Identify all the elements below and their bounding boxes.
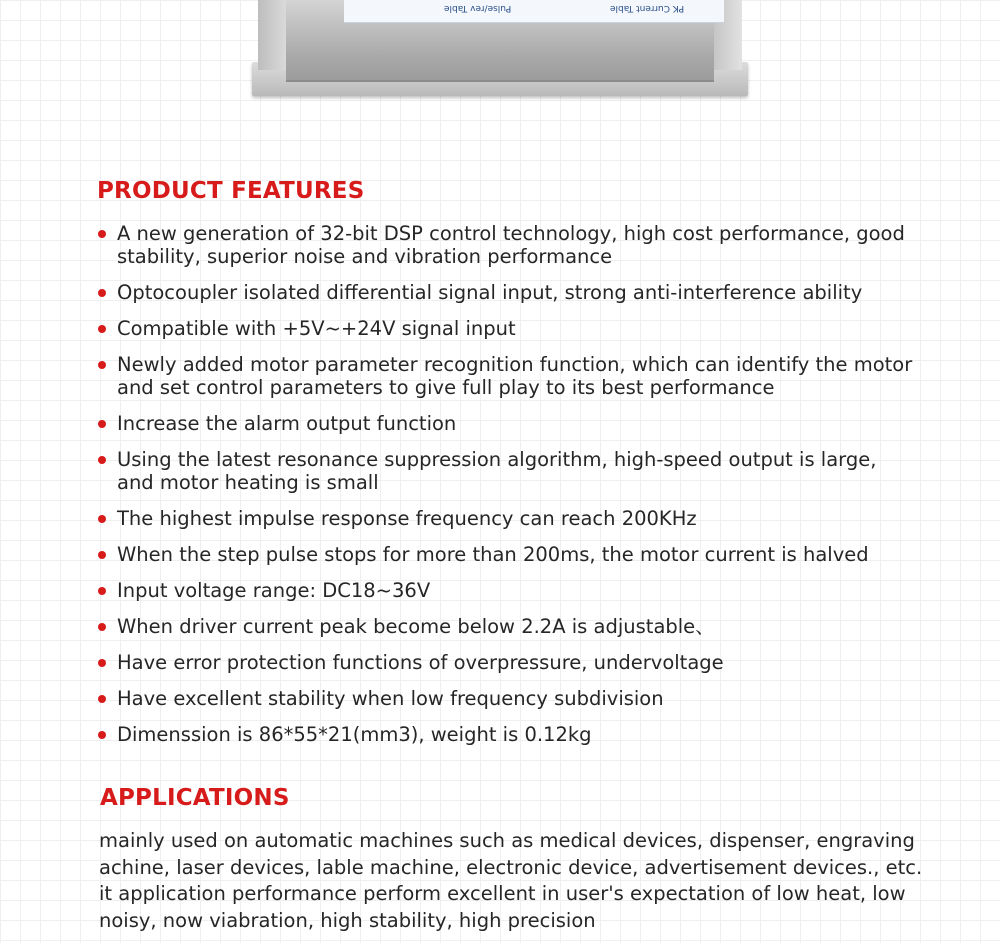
bullet-dot-icon bbox=[98, 230, 106, 238]
feature-item bbox=[96, 222, 916, 268]
feature-item bbox=[96, 723, 916, 746]
bullet-dot-icon bbox=[98, 515, 106, 523]
feature-item bbox=[96, 281, 916, 304]
bullet-dot-icon bbox=[98, 289, 106, 297]
feature-text: Optocoupler isolated differential signal input, strong anti-interference ability bbox=[117, 281, 863, 304]
feature-text: Newly added motor parameter recognition function, which can identify the motor and set control parameters to give full play to its best performance bbox=[117, 353, 913, 399]
bullet-dot-icon bbox=[98, 695, 106, 703]
feature-text: When driver current peak become below 2.2A is adjustable、 bbox=[117, 615, 715, 638]
product-features-heading: PRODUCT FEATURES bbox=[97, 178, 365, 204]
feature-item bbox=[96, 651, 916, 674]
feature-item bbox=[96, 507, 916, 530]
bullet-dot-icon bbox=[98, 587, 106, 595]
feature-text: Increase the alarm output function bbox=[117, 412, 457, 435]
pk-current-table-label: PK Current Table bbox=[610, 3, 685, 13]
feature-text: Using the latest resonance suppression algorithm, high-speed output is large, and motor heating is small bbox=[117, 448, 877, 494]
feature-list bbox=[96, 222, 916, 759]
feature-item bbox=[96, 543, 916, 566]
bullet-dot-icon bbox=[98, 551, 106, 559]
applications-paragraph: mainly used on automatic machines such as medical devices, dispenser, engraving achine, laser devices, lable machine, electronic device, advertisement devices., etc. it application performance perform excellent in user's expectation of low heat, low noisy, now viabration, high stability, high precision bbox=[99, 829, 923, 932]
product-image bbox=[252, 0, 748, 96]
bullet-dot-icon bbox=[98, 623, 106, 631]
feature-item bbox=[96, 615, 916, 638]
bullet-dot-icon bbox=[98, 456, 106, 464]
feature-item bbox=[96, 317, 916, 340]
pulse-rev-table-label: Pulse/rev Table bbox=[444, 3, 512, 13]
feature-text: When the step pulse stops for more than 200ms, the motor current is halved bbox=[117, 543, 869, 566]
device-housing bbox=[286, 0, 714, 82]
bullet-dot-icon bbox=[98, 659, 106, 667]
bullet-dot-icon bbox=[98, 731, 106, 739]
feature-text: The highest impulse response frequency can reach 200KHz bbox=[117, 507, 697, 530]
feature-text: Have error protection functions of overpressure, undervoltage bbox=[117, 651, 724, 674]
feature-text: Dimenssion is 86*55*21(mm3), weight is 0.12kg bbox=[117, 723, 592, 746]
feature-text: Input voltage range: DC18~36V bbox=[117, 579, 431, 602]
feature-item bbox=[96, 687, 916, 710]
device-label-panel bbox=[344, 0, 724, 23]
feature-text: A new generation of 32-bit DSP control technology, high cost performance, good stability, superior noise and vibration performance bbox=[117, 222, 905, 268]
bullet-dot-icon bbox=[98, 420, 106, 428]
feature-text: Have excellent stability when low frequency subdivision bbox=[117, 687, 664, 710]
applications-heading: APPLICATIONS bbox=[100, 785, 290, 811]
bullet-dot-icon bbox=[98, 361, 106, 369]
feature-item bbox=[96, 353, 916, 399]
feature-item bbox=[96, 412, 916, 435]
feature-text: Compatible with +5V~+24V signal input bbox=[117, 317, 516, 340]
bullet-dot-icon bbox=[98, 325, 106, 333]
feature-item bbox=[96, 579, 916, 602]
feature-item bbox=[96, 448, 916, 494]
